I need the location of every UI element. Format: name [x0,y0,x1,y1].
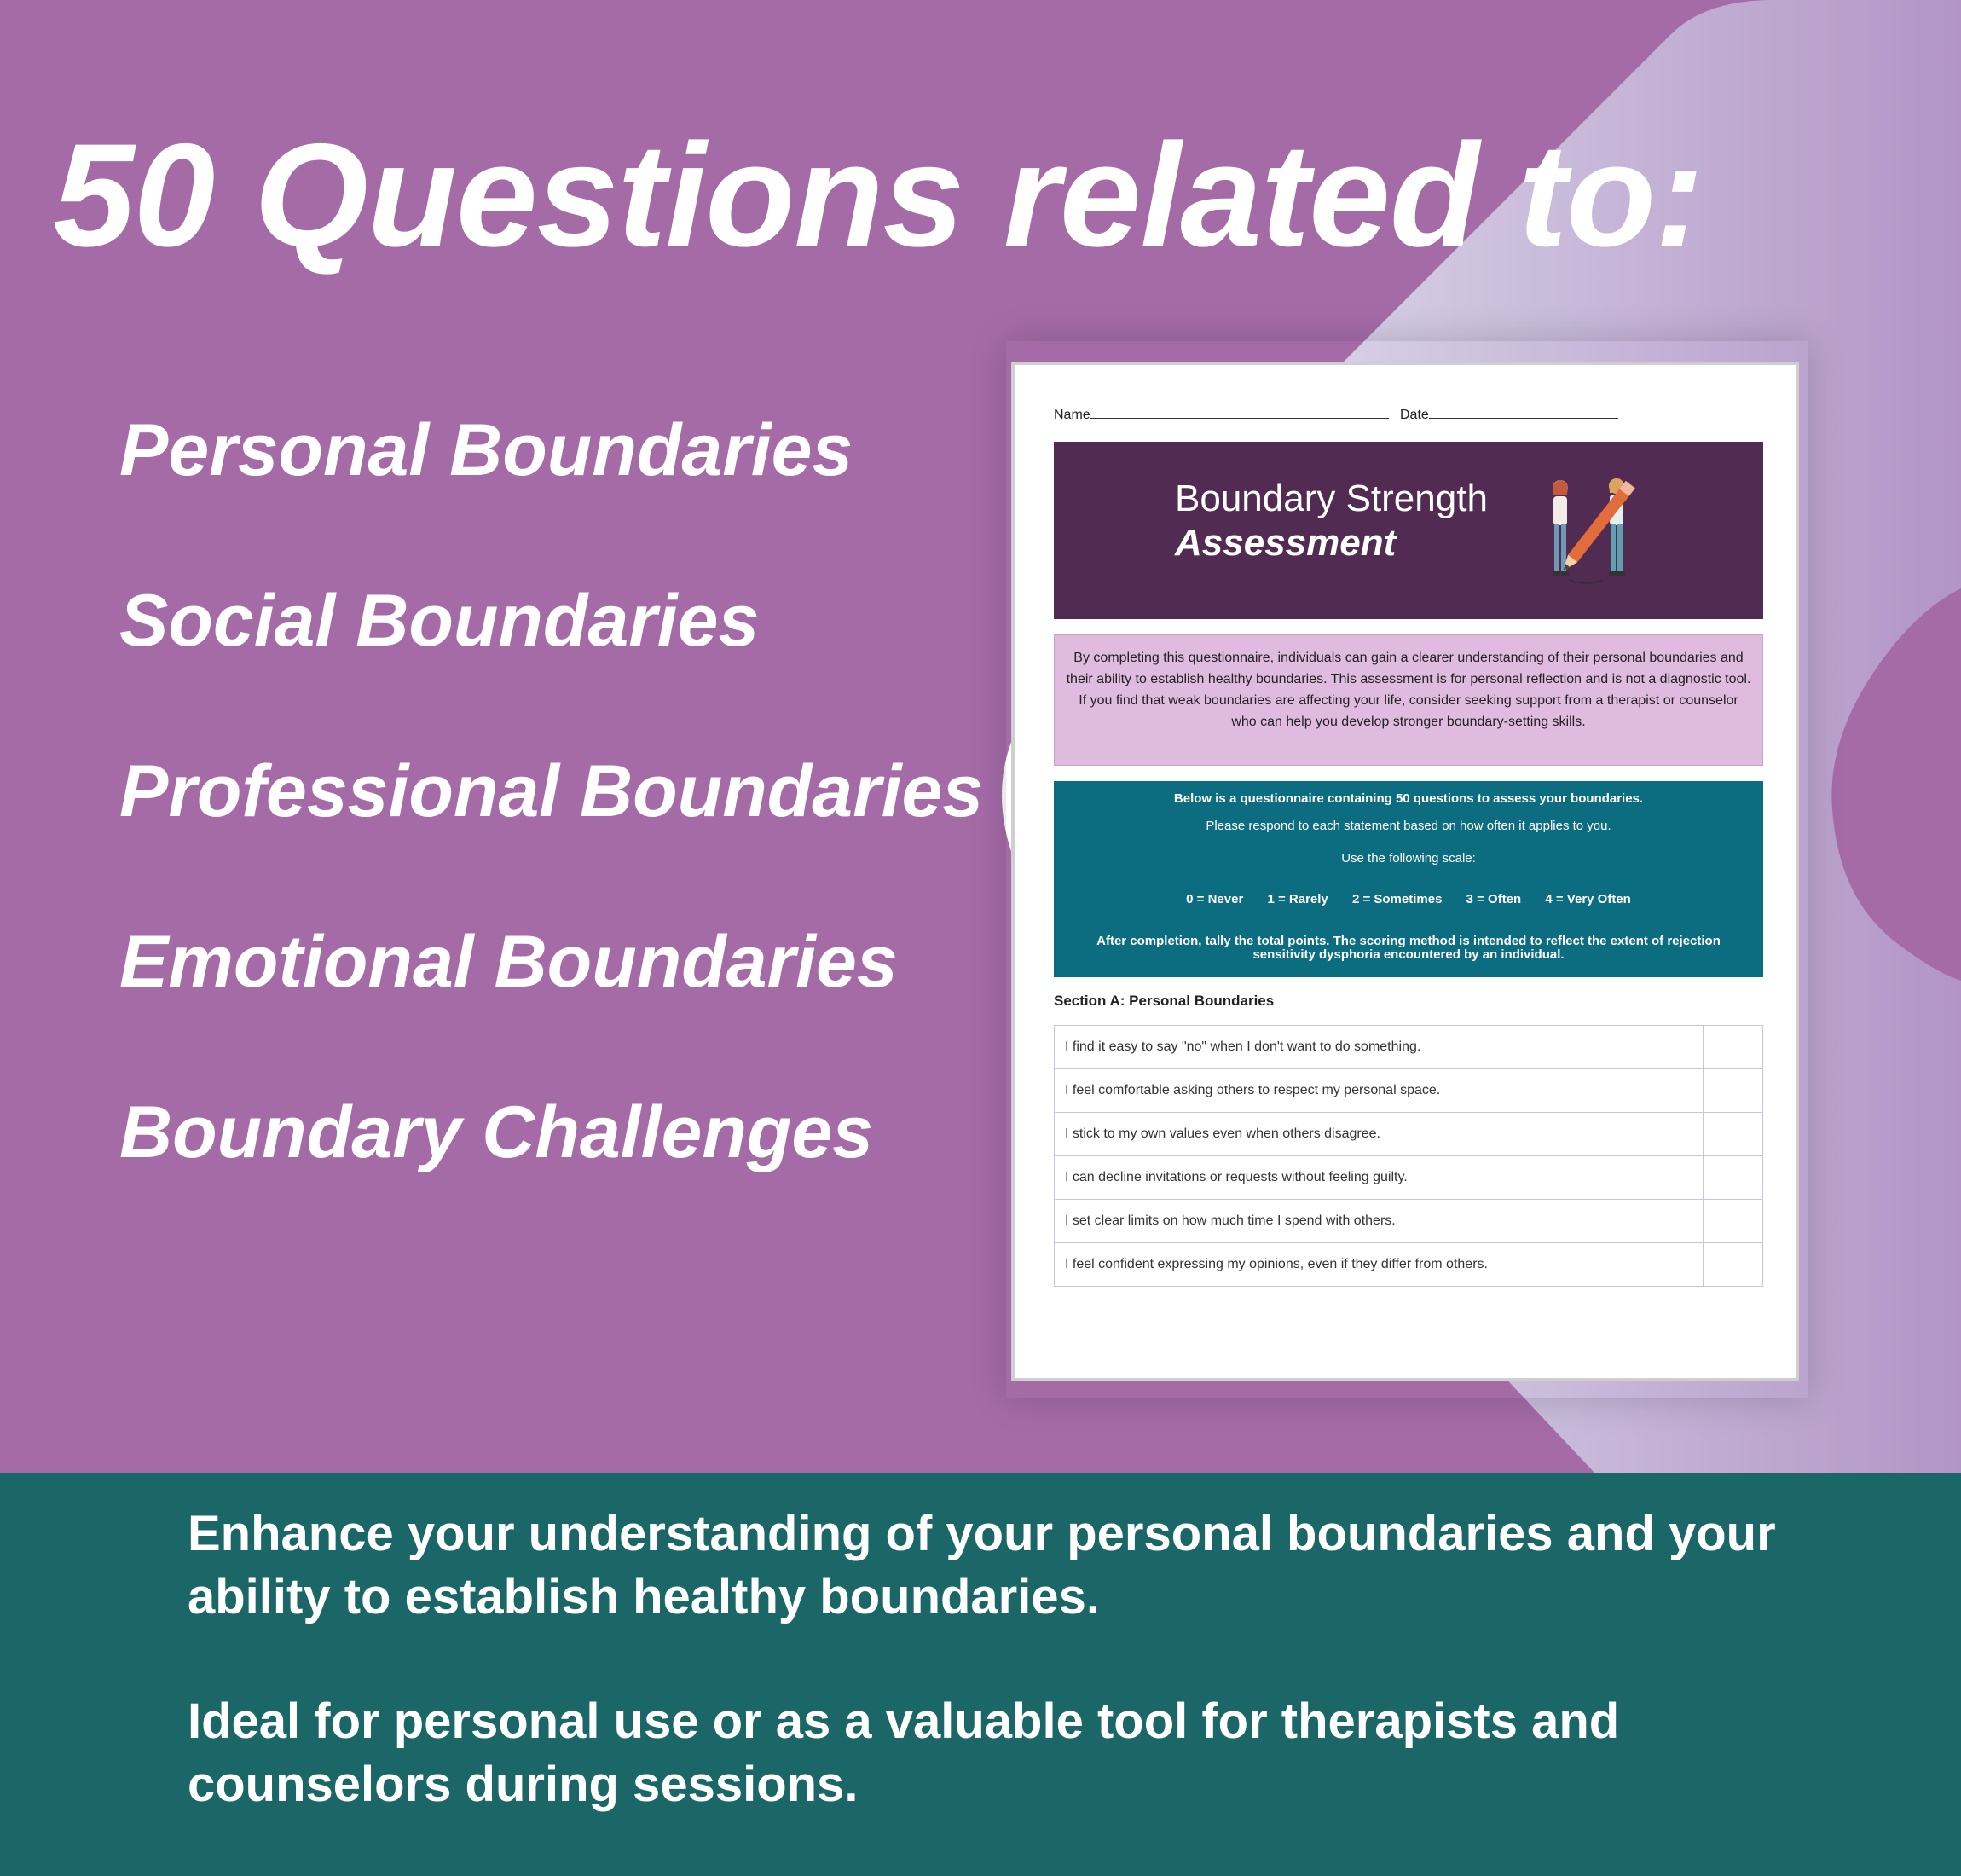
rating-scale [1054,892,1763,906]
instructions-line1: Below is a questionnaire containing 50 questions to assess your boundaries. [1173,791,1644,806]
date-line [1429,406,1618,419]
topic-item: Boundary Challenges [119,1091,874,1173]
people-with-pencil-illustration [1535,472,1649,592]
bottom-text-line2: Ideal for personal use or as a valuable tool for therapists and counselors during sessions. [188,1694,1620,1812]
table-row [1055,1243,1763,1287]
scale-item: 4 = Very Often [1545,892,1631,906]
score-cell[interactable] [1704,1156,1763,1200]
table-row [1055,1200,1763,1243]
question-text: I feel comfortable asking others to respect my personal space. [1055,1069,1704,1113]
question-text: I stick to my own values even when others disagree. [1055,1113,1704,1156]
name-label: Name [1054,408,1090,422]
score-cell[interactable] [1704,1026,1763,1069]
banner-title-line1: Boundary Strength [1175,478,1488,519]
topic-item: Professional Boundaries [119,750,984,832]
scale-item: 2 = Sometimes [1351,892,1443,906]
banner-title-line2: Assessment [1175,522,1397,564]
questions-table [1054,1025,1763,1287]
instructions-line2: Please respond to each statement based on how often it applies to you. [1206,819,1611,833]
question-text: I can decline invitations or requests without feeling guilty. [1055,1156,1704,1200]
table-row [1055,1113,1763,1156]
score-cell[interactable] [1704,1243,1763,1287]
assessment-banner [1054,442,1763,619]
scale-item: 3 = Often [1466,892,1522,906]
score-cell[interactable] [1704,1200,1763,1243]
page-headline: 50 Questions related to: [53,113,1704,277]
topic-item: Personal Boundaries [119,409,853,491]
section-title: Section A: Personal Boundaries [1054,993,1275,1009]
table-row [1055,1069,1763,1113]
date-field [1400,406,1618,423]
name-line [1090,406,1389,419]
instructions-box [1054,781,1763,977]
topic-item: Emotional Boundaries [119,921,898,1003]
question-text: I feel confident expressing my opinions, even if they differ from others. [1055,1243,1704,1287]
topic-item: Social Boundaries [119,580,760,662]
score-cell[interactable] [1704,1113,1763,1156]
table-row [1055,1026,1763,1069]
table-row [1055,1156,1763,1200]
instructions-footer: After completion, tally the total points. The scoring method is intended to reflect the extent of rejection sensitivity dysphoria encountered by an individual. [1096,934,1721,962]
date-label: Date [1400,408,1429,422]
instructions-line3: Use the following scale: [1341,851,1476,866]
question-text: I find it easy to say "no" when I don't want to do something. [1055,1026,1704,1069]
scale-item: 1 = Rarely [1267,892,1328,906]
question-text: I set clear limits on how much time I spend with others. [1055,1200,1704,1243]
scale-item: 0 = Never [1186,892,1244,906]
topic-list [119,399,983,1252]
name-field [1054,406,1389,423]
worksheet-preview [1011,362,1799,1381]
bottom-text-line1: Enhance your understanding of your personal boundaries and your ability to establish healthy boundaries. [188,1506,1776,1624]
intro-paragraph: By completing this questionnaire, individuals can gain a clearer understanding of their personal boundaries and their ability to establish healthy boundaries. This assessment is for personal reflection and is not a diagnostic tool. If you find that weak boundaries are affecting your life, consider seeking support from a therapist or counselor who can help you develop stronger boundary-setting skills. [1054,634,1763,766]
score-cell[interactable] [1704,1069,1763,1113]
